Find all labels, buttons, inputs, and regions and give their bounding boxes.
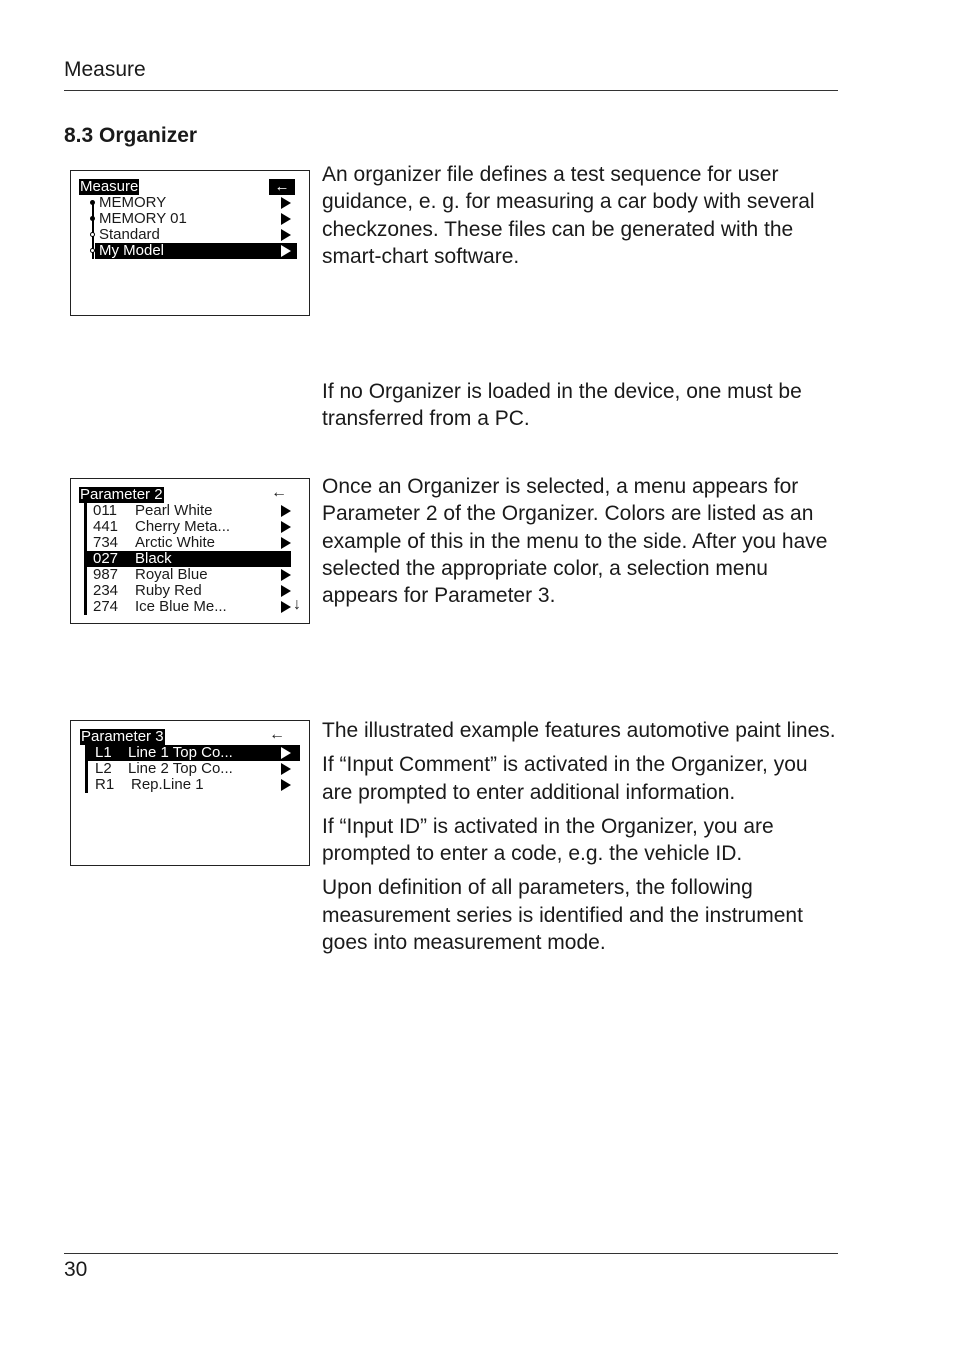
item-name: Pearl White: [135, 502, 213, 519]
arrow-right-icon: [281, 537, 291, 549]
list-item-selected[interactable]: [84, 551, 291, 567]
intro-paragraph: [322, 161, 842, 277]
arrow-right-icon: [281, 569, 291, 581]
paragraph-text: An organizer file defines a test sequence for user guidance, e. g. for measuring a car body with several checkzones. These files can be generated with the smart-chart software.: [322, 163, 815, 268]
item-code: 274: [93, 598, 119, 615]
device-screen-parameter-2: [70, 478, 310, 624]
list-item[interactable]: [93, 503, 213, 519]
paragraph-text: Once an Organizer is selected, a menu appears for Parameter 2 of the Organizer. Colors are listed as an example of this in the menu to the side. After you have selected the appropriate color, a selection menu appears for Parameter 3.: [322, 475, 828, 608]
list-item[interactable]: [95, 777, 204, 793]
arrow-right-icon: [281, 553, 291, 565]
arrow-right-icon: [281, 197, 291, 209]
arrow-right-icon: [281, 747, 291, 759]
item-name: Royal Blue: [135, 566, 208, 583]
item-name: Cherry Meta...: [135, 518, 231, 535]
item-code: 027: [93, 550, 119, 567]
list-item[interactable]: [95, 761, 233, 777]
paragraph-text: Upon definition of all parameters, the following measurement series is identified and the instrument goes into measurement mode.: [322, 876, 803, 955]
tree-node-open-icon: [90, 232, 95, 237]
section-heading: 8.3 Organizer: [64, 124, 198, 147]
paragraph-text: If “Input Comment” is activated in the Organizer, you are prompted to enter additional information.: [322, 753, 808, 804]
paragraph-text: If “Input ID” is activated in the Organizer, you are prompted to enter a code, e.g. the vehicle ID.: [322, 814, 774, 866]
list-item[interactable]: [93, 567, 208, 583]
parameter-3-paragraphs: [322, 717, 842, 963]
arrow-right-icon: [281, 505, 291, 517]
item-code: R1: [95, 776, 115, 793]
list-item[interactable]: [93, 535, 215, 551]
item-name: Line 1 Top Co...: [128, 744, 233, 761]
tree-node-icon: [90, 216, 95, 221]
arrow-right-icon: [281, 779, 291, 791]
item-code: L1: [95, 744, 112, 761]
item-name: Ice Blue Me...: [135, 598, 227, 615]
footer-rule: [64, 1253, 838, 1254]
list-item-selected[interactable]: [85, 745, 300, 761]
menu-item-my-model[interactable]: My Model: [95, 243, 297, 259]
screen-title: Parameter 2: [80, 486, 163, 503]
device-screen-measure: [70, 170, 310, 316]
arrow-right-icon: [281, 213, 291, 225]
item-code: 734: [93, 534, 119, 551]
tree-node-icon: [90, 200, 95, 205]
arrow-right-icon: [281, 585, 291, 597]
item-code: 234: [93, 582, 119, 599]
menu-item-memory[interactable]: MEMORY: [99, 194, 167, 211]
arrow-right-icon: [281, 245, 291, 257]
arrow-right-icon: [281, 521, 291, 533]
item-code: 987: [93, 566, 119, 583]
parameter-2-paragraph: [322, 473, 842, 616]
item-name: Line 2 Top Co...: [128, 760, 233, 777]
item-name: Black: [135, 550, 172, 567]
back-arrow-icon[interactable]: ←: [271, 484, 287, 501]
paragraph-text: If no Organizer is loaded in the device, one must be transferred from a PC.: [322, 380, 802, 431]
back-arrow-icon[interactable]: ←: [269, 726, 285, 743]
back-arrow-icon[interactable]: ←: [269, 179, 295, 195]
header-rule: [64, 90, 838, 91]
device-screen-parameter-3: [70, 720, 310, 866]
list-item[interactable]: [93, 583, 202, 599]
list-item[interactable]: [93, 599, 227, 615]
item-name: Ruby Red: [135, 582, 202, 599]
item-code: L2: [95, 760, 112, 777]
arrow-right-icon: [281, 229, 291, 241]
menu-item-standard[interactable]: Standard: [99, 226, 160, 243]
item-code: 441: [93, 518, 119, 535]
scroll-down-icon[interactable]: ↓: [293, 596, 301, 613]
arrow-right-icon: [281, 601, 291, 613]
screen-title: Measure: [80, 178, 139, 195]
list-item[interactable]: [93, 519, 230, 535]
menu-item-memory-01[interactable]: MEMORY 01: [99, 210, 187, 227]
page-number: 30: [64, 1258, 88, 1281]
item-name: Arctic White: [135, 534, 216, 551]
no-organizer-paragraph: [322, 378, 842, 440]
item-code: 011: [93, 502, 117, 519]
screen-title: Parameter 3: [81, 728, 164, 745]
item-name: Rep.Line 1: [131, 776, 204, 793]
chapter-title: Measure: [64, 58, 146, 81]
arrow-right-icon: [281, 763, 291, 775]
paragraph-text: The illustrated example features automotive paint lines.: [322, 719, 836, 742]
